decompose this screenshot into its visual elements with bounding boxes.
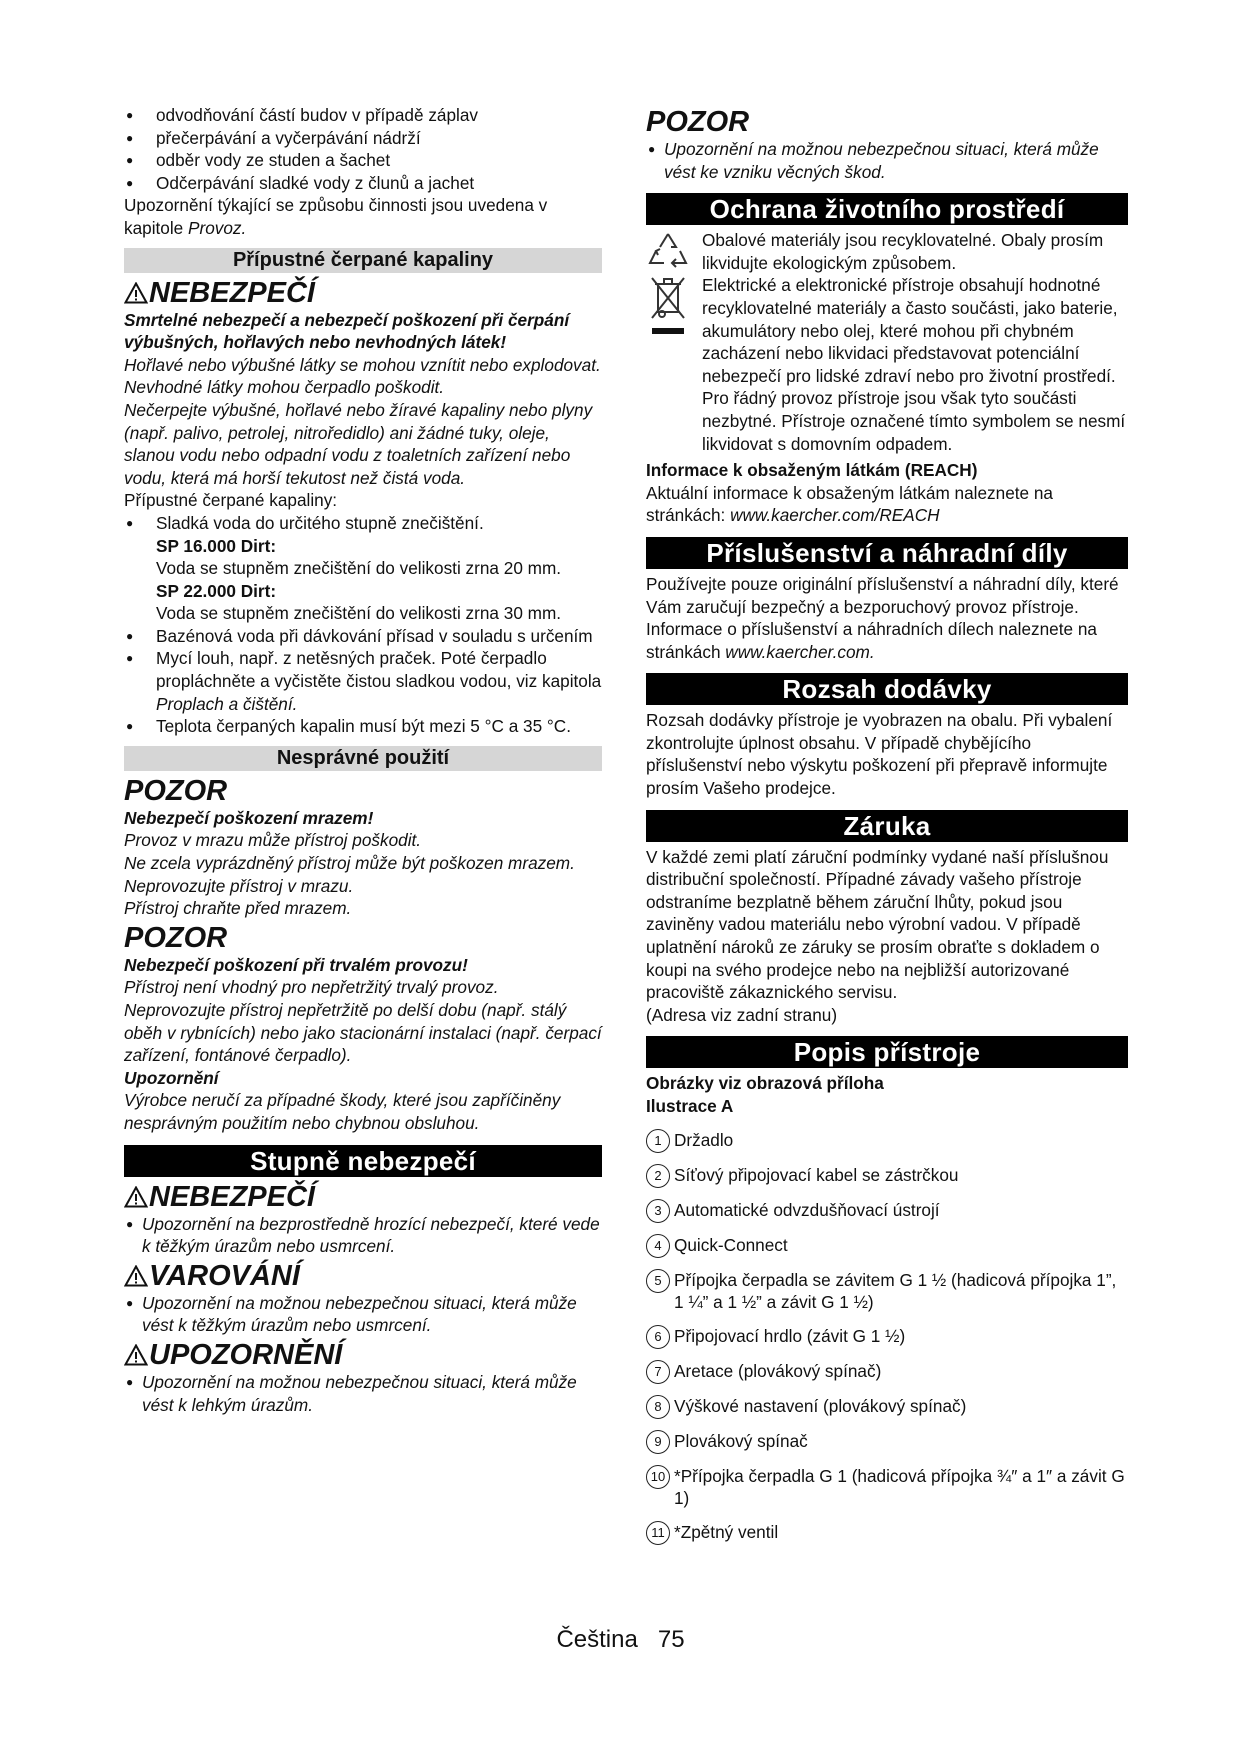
- warning-level-heading: [124, 1260, 602, 1292]
- accessories-text: Používejte pouze originální příslušenství a náhradní díly, které Vám zaručují bezpečný a bezporuchový provoz přístroje.: [646, 573, 1119, 617]
- warning-triangle-icon: [124, 1344, 148, 1366]
- legend-item: [646, 1465, 1128, 1510]
- legend-item: [646, 1430, 1128, 1454]
- danger-level-text: ● Upozornění na bezprostředně hrozící nebezpečí, které vede k těžkým úrazům nebo usmrcení.: [124, 1213, 602, 1258]
- legend-item: [646, 1269, 1128, 1314]
- legend-item: [646, 1234, 1128, 1258]
- pozor-heading: POZOR: [646, 106, 750, 138]
- reach-text: Aktuální informace k obsaženým látkám naleznete na stránkách:: [646, 482, 1053, 526]
- legend-text: Plovákový spínač: [674, 1430, 808, 1451]
- packaging-recycling-note: [646, 229, 1128, 274]
- page-number: 75: [657, 1626, 685, 1653]
- scope-text: Rozsah dodávky přístroje je vyobrazen na obalu. Při vybalení zkontrolujte úplnost obsahu. V případě chybějícího příslušenství nebo výskytu poškození při přepravě informujte prosím Vašeho prodejce.: [646, 710, 1113, 799]
- warning-level-text: ● Upozornění na možnou nebezpečnou situaci, která může vést k těžkým úrazům nebo usmrcení.: [124, 1292, 602, 1337]
- footer-language: Čeština: [556, 1626, 638, 1653]
- reach-link[interactable]: www.kaercher.com/REACH: [730, 505, 940, 526]
- list-item: [124, 647, 602, 715]
- list-item: ● odvodňování částí budov v případě záplav: [124, 104, 602, 127]
- intro-note: [124, 194, 602, 239]
- caution-label: UPOZORNĚNÍ: [149, 1338, 343, 1371]
- section-title-device-description: Popis přístroje: [646, 1036, 1128, 1068]
- intro-bullet-list: [124, 104, 602, 194]
- caution-level-text: ● Upozornění na možnou nebezpečnou situaci, která může vést k lehkým úrazům.: [124, 1371, 602, 1416]
- warning-label: VAROVÁNÍ: [149, 1259, 300, 1292]
- sp16-text: Voda se stupněm znečištění do velikosti zrna 20 mm.: [156, 558, 562, 579]
- list-item: ● přečerpávání a vyčerpávání nádrží: [124, 127, 602, 150]
- crossed-bin-icon: [646, 274, 690, 340]
- legend-number: 6: [646, 1325, 670, 1349]
- legend-text: *Přípojka čerpadla G 1 (hadicová přípojka ¾″ a 1″ a závit G 1): [674, 1465, 1125, 1509]
- accessories-paragraph: [646, 618, 1128, 663]
- continuous-line: Neprovozujte přístroj nepřetržitě po delší dobu (např. stálý oběh v rybnících) nebo jako stacionární instalaci (např. čerpací zařízení, fontánové čerpadlo).: [124, 1000, 602, 1066]
- weee-text: Elektrické a elektronické přístroje obsahují hodnotné recyklovatelné materiály a často součásti, jako baterie, akumulátory nebo olej, které mohou při chybném zacházení nebo likvidaci představovat potenciální nebezpečí pro lidské zdraví nebo pro životní prostředí. Pro řádný provoz přístroje jsou však tyto součásti nezbytné. Přístroje označené tímto symbolem se nesmí likvidovat s domovním odpadem.: [702, 275, 1126, 454]
- legend-text: Automatické odvzdušňovací ústrojí: [674, 1199, 940, 1220]
- section-title-scope-of-delivery: Rozsah dodávky: [646, 673, 1128, 705]
- legend-text: *Zpětný ventil: [674, 1521, 779, 1542]
- legend-number: 1: [646, 1129, 670, 1153]
- allowed-item-text: Mycí louh, např. z netěsných praček. Poté čerpadlo propláchněte a vyčistěte čistou sladkou vodou, viz kapitola: [156, 648, 602, 692]
- danger-label: NEBEZPEČÍ: [149, 1180, 315, 1213]
- legend-text: Připojovací hrdlo (závit G 1 ½): [674, 1325, 906, 1346]
- danger-line: Nečerpejte výbušné, hořlavé nebo žíravé kapaliny nebo plyny (např. palivo, petrolej, nitroředidlo) ani žádné tuky, oleje, slanou vodu nebo odpadní vodu z toaletních zařízení nebo vodu, která má horší tekutost než čistá voda.: [124, 399, 593, 488]
- warning-triangle-icon: [124, 282, 148, 304]
- danger-line: Hořlavé nebo výbušné látky se mohou vznítit nebo explodovat.: [124, 354, 601, 375]
- pozor-heading: POZOR: [124, 774, 228, 807]
- description-subtitle: Obrázky viz obrazová příloha: [646, 1073, 884, 1094]
- legend-number: 5: [646, 1269, 670, 1293]
- intro-note-ref: Provoz.: [188, 217, 247, 238]
- legend-text: Aretace (plovákový spínač): [674, 1360, 882, 1381]
- warning-triangle-icon: [124, 1265, 148, 1287]
- pozor-level-text: ● Upozornění na možnou nebezpečnou situaci, která může vést ke vzniku věcných škod.: [646, 138, 1128, 183]
- allowed-item-ref: Proplach a čištění.: [156, 693, 298, 714]
- warning-triangle-icon: [124, 1186, 148, 1208]
- page-footer: [0, 1626, 1241, 1654]
- allowed-item-text: Sladká voda do určitého stupně znečištění.: [156, 512, 484, 533]
- parts-legend: [646, 1129, 1128, 1545]
- sp22-text: Voda se stupněm znečištění do velikosti zrna 30 mm.: [156, 603, 562, 624]
- section-title-hazard-levels: Stupně nebezpečí: [124, 1145, 602, 1177]
- reach-paragraph: [646, 482, 1128, 527]
- legend-text: Přípojka čerpadla se závitem G 1 ½ (hadicová přípojka 1”, 1 ¼” a 1 ½” a závit G 1 ½): [674, 1269, 1117, 1313]
- accessories-link[interactable]: www.kaercher.com.: [725, 641, 875, 662]
- legend-item: [646, 1164, 1128, 1188]
- danger-heading: [124, 277, 602, 309]
- legend-item: [646, 1521, 1128, 1545]
- reach-title: Informace k obsaženým látkám (REACH): [646, 460, 978, 481]
- sp22-label: SP 22.000 Dirt:: [156, 580, 277, 601]
- note-text: Výrobce neručí za případné škody, které jsou zapříčiněny nesprávným použitím nebo chybnou obsluhou.: [124, 1090, 561, 1133]
- legend-number: 10: [646, 1465, 670, 1489]
- frost-line: Ne zcela vyprázdněný přístroj může být poškozen mrazem.: [124, 853, 575, 874]
- danger-level-heading: [124, 1181, 602, 1213]
- frost-line: Přístroj chraňte před mrazem.: [124, 898, 352, 919]
- legend-text: Quick-Connect: [674, 1234, 788, 1255]
- section-title-environment: Ochrana životního prostředí: [646, 193, 1128, 225]
- weee-note: [646, 274, 1128, 455]
- frost-warning-bold: Nebezpečí poškození mrazem!: [124, 807, 374, 828]
- list-item: ● odběr vody ze studen a šachet: [124, 149, 602, 172]
- legend-item: [646, 1129, 1128, 1153]
- section-title-allowed-liquids: Přípustné čerpané kapaliny: [124, 248, 602, 273]
- note-label: Upozornění: [124, 1067, 219, 1088]
- legend-text: Síťový připojovací kabel se zástrčkou: [674, 1164, 959, 1185]
- continuous-warning-bold: Nebezpečí poškození při trvalém provozu!: [124, 954, 468, 975]
- legend-number: 4: [646, 1234, 670, 1258]
- left-column: [124, 104, 602, 1416]
- legend-number: 7: [646, 1360, 670, 1384]
- list-item: ● Odčerpávání sladké vody z člunů a jachet: [124, 172, 602, 195]
- legend-item: [646, 1360, 1128, 1384]
- warranty-address: (Adresa viz zadní stranu): [646, 1004, 838, 1025]
- packaging-text: Obalové materiály jsou recyklovatelné. Obaly prosím likvidujte ekologickým způsobem.: [702, 230, 1104, 273]
- allowed-intro: Přípustné čerpané kapaliny:: [124, 490, 338, 511]
- pozor-heading: POZOR: [124, 921, 228, 954]
- list-item: ● Teplota čerpaných kapalin musí být mezi 5 °C a 35 °C.: [124, 715, 602, 738]
- accessories-info-text: Informace o příslušenství a náhradních dílech naleznete na stránkách: [646, 619, 1097, 662]
- section-title-improper-use: Nesprávné použití: [124, 746, 602, 771]
- danger-line: Nevhodné látky mohou čerpadlo poškodit.: [124, 377, 445, 398]
- warranty-text: V každé zemi platí záruční podmínky vydané naší příslušnou distribuční společností. Případné závady vašeho přístroje odstraníme bezplatně během záruční lhůty, pokud jsou zaviněny vadou materiálu nebo výrobní vadou. V případě uplatnění nároků ze záruky se prosím obraťte s dokladem o koupi na svého prodejce nebo na nejbližší autorizované pracoviště zákaznického servisu.: [646, 846, 1109, 1003]
- right-column: [646, 104, 1128, 1545]
- continuous-line: Přístroj není vhodný pro nepřetržitý trvalý provoz.: [124, 977, 499, 998]
- illustration-label: Ilustrace A: [646, 1096, 734, 1116]
- frost-line: Provoz v mrazu může přístroj poškodit.: [124, 830, 422, 851]
- legend-item: [646, 1325, 1128, 1349]
- danger-warning-bold: Smrtelné nebezpečí a nebezpečí poškození při čerpání výbušných, hořlavých nebo nevhodných látek!: [124, 309, 570, 353]
- legend-number: 2: [646, 1164, 670, 1188]
- recycling-icon: [646, 229, 690, 273]
- sp16-label: SP 16.000 Dirt:: [156, 535, 277, 556]
- danger-label: NEBEZPEČÍ: [149, 276, 315, 309]
- legend-text: Držadlo: [674, 1129, 734, 1150]
- intro-note-text: Upozornění týkající se způsobu činnosti jsou uvedena v kapitole: [124, 195, 548, 238]
- list-item: [124, 512, 602, 625]
- section-title-accessories: Příslušenství a náhradní díly: [646, 537, 1128, 569]
- legend-number: 9: [646, 1430, 670, 1454]
- section-title-warranty: Záruka: [646, 810, 1128, 842]
- legend-item: [646, 1395, 1128, 1419]
- legend-number: 11: [646, 1521, 670, 1545]
- caution-level-heading: [124, 1339, 602, 1371]
- list-item: ● Bazénová voda při dávkování přísad v souladu s určením: [124, 625, 602, 648]
- legend-number: 3: [646, 1199, 670, 1223]
- legend-text: Výškové nastavení (plovákový spínač): [674, 1395, 967, 1416]
- legend-number: 8: [646, 1395, 670, 1419]
- frost-line: Neprovozujte přístroj v mrazu.: [124, 875, 354, 896]
- legend-item: [646, 1199, 1128, 1223]
- allowed-liquids-list: [124, 512, 602, 738]
